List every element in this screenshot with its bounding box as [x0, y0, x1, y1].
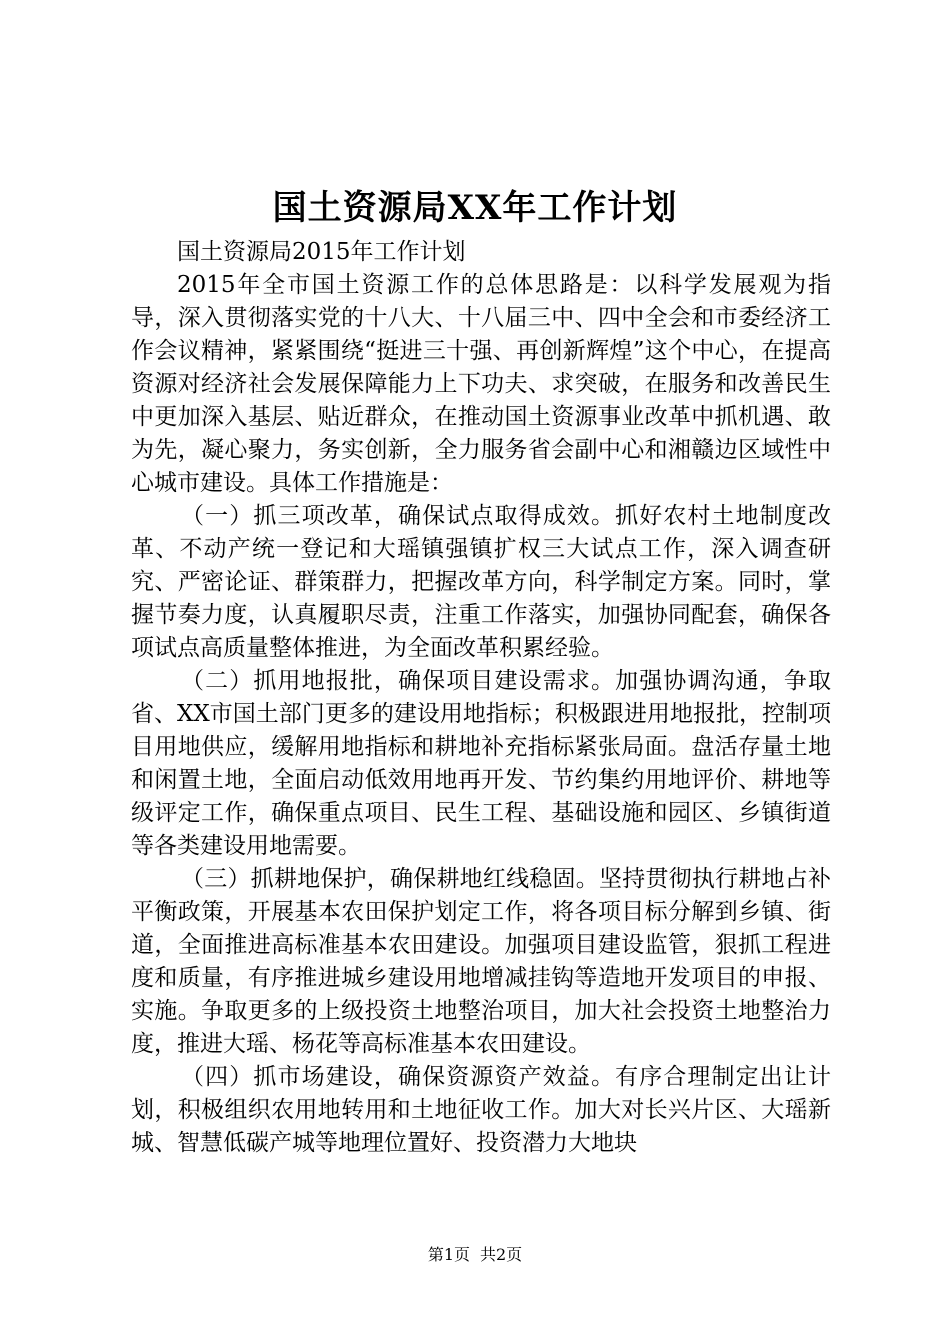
document-title: 国土资源局XX年工作计划	[272, 188, 678, 228]
page-total: 共2页	[480, 1245, 523, 1264]
page-footer	[0, 1244, 950, 1266]
document-body	[131, 236, 831, 1160]
paragraph-item-1: （一）抓三项改革，确保试点取得成效。抓好农村土地制度改革、不动产统一登记和大瑶镇强镇扩权三大试点工作，深入调查研究、严密论证、群策群力，把握改革方向，科学制定方案。同时，掌握节奏力度，认真履职尽责，注重工作落实，加强协同配套，确保各项试点高质量整体推进，为全面改革积累经验。	[131, 503, 831, 661]
paragraph-item-2: （二）抓用地报批，确保项目建设需求。加强协调沟通，争取省、XX市国土部门更多的建设用地指标；积极跟进用地报批，控制项目用地供应，缓解用地指标和耕地补充指标紧张局面。盘活存量土地和闲置土地，全面启动低效用地再开发、节约集约用地评价、耕地等级评定工作，确保重点项目、民生工程、基础设施和园区、乡镇街道等各类建设用地需要。	[131, 668, 831, 859]
paragraph-overview: 2015年全市国土资源工作的总体思路是：以科学发展观为指导，深入贯彻落实党的十八大、十八届三中、四中全会和市委经济工作会议精神，紧紧围绕“挺进三十强、再创新辉煌”这个中心，在提高资源对经济社会发展保障能力上下功夫、求突破，在服务和改善民生中更加深入基层、贴近群众，在推动国土资源事业改革中抓机遇、敢为先，凝心聚力，务实创新，全力服务省会副中心和湘赣边区域性中心城市建设。具体工作措施是：	[131, 272, 831, 496]
document-subtitle: 国土资源局2015年工作计划	[177, 239, 466, 265]
paragraph-item-3: （三）抓耕地保护，确保耕地红线稳固。坚持贯彻执行耕地占补平衡政策，开展基本农田保护划定工作，将各项目标分解到乡镇、街道，全面推进高标准基本农田建设。加强项目建设监管，狠抓工程进度和质量，有序推进城乡建设用地增减挂钩等造地开发项目的申报、实施。争取更多的上级投资土地整治项目，加大社会投资土地整治力度，推进大瑶、杨花等高标准基本农田建设。	[131, 866, 831, 1057]
page-number: 第1页	[427, 1245, 470, 1264]
paragraph-item-4: （四）抓市场建设，确保资源资产效益。有序合理制定出让计划，积极组织农用地转用和土地征收工作。加大对长兴片区、大瑶新城、智慧低碳产城等地理位置好、投资潜力大地块	[131, 1064, 831, 1156]
